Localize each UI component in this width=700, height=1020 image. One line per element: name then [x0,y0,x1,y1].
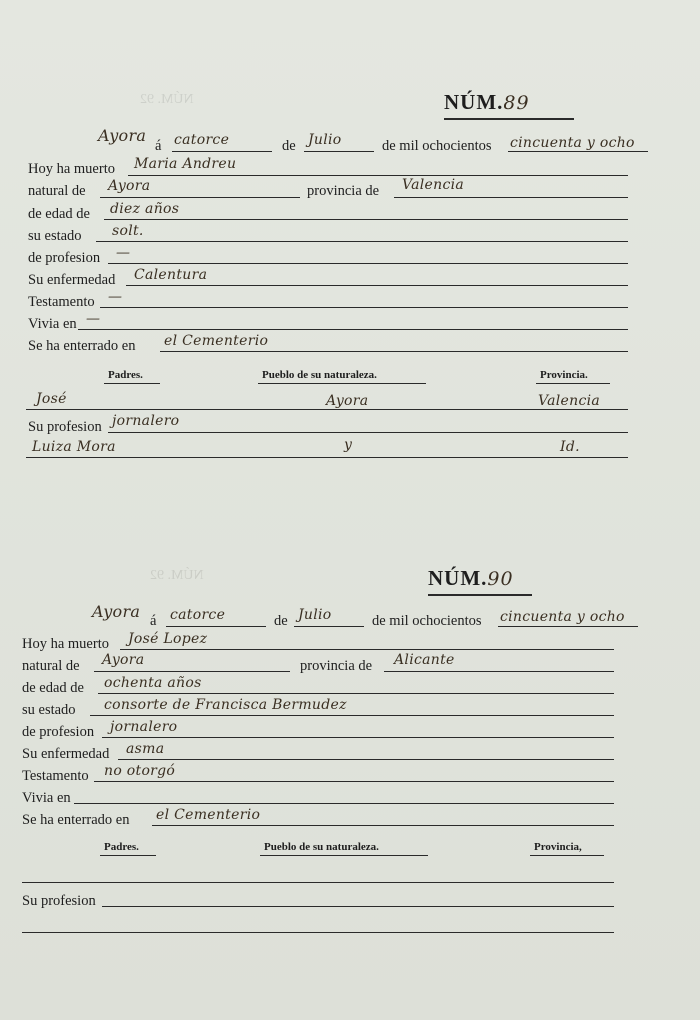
header-underline [104,383,160,384]
su-profession-label: Su profesion [28,419,102,435]
mother-province: Id. [560,439,580,455]
fill-line [126,285,628,286]
fill-line [160,351,628,352]
town-header: Pueblo de su naturaleza. [264,841,379,853]
prep-de: de [282,138,296,154]
fill-line [508,151,648,152]
province-handwritten: Alicante [394,652,455,668]
town-handwritten: Ayora [98,126,147,145]
lived-label: Vivia en [22,790,71,806]
father-province: Valencia [538,393,601,409]
bleed-through-mark: NÚM. 92 [150,568,204,583]
mother-name: Luiza Mora [32,439,116,455]
natural-label: natural de [22,658,80,674]
buried-handwritten: el Cementerio [156,807,261,823]
profession-handwritten: — [116,245,131,261]
estado-label: su estado [28,228,82,244]
record-number: NÚM.90 [428,566,514,590]
profession-label: de profesion [22,724,95,740]
died-label: Hoy ha muerto [28,161,115,177]
natural-label: natural de [28,183,86,199]
illness-handwritten: Calentura [134,267,208,283]
parents-header: Padres. [108,369,143,381]
fill-line [152,825,614,826]
lived-handwritten: — [86,311,101,327]
illness-label: Su enfermedad [22,746,110,762]
number-underline [428,594,532,596]
fill-line [102,737,614,738]
fill-line [22,932,614,933]
fill-line [304,151,374,152]
natural-handwritten: Ayora [102,652,145,668]
su-profession-label: Su profesion [22,893,96,909]
fill-line [394,197,628,198]
province-label: provincia de [300,658,373,674]
illness-handwritten: asma [126,741,165,757]
fill-line [74,803,614,804]
fill-line [104,219,628,220]
fill-line [102,906,614,907]
province-label: provincia de [307,183,380,199]
month-handwritten: Julio [298,607,332,623]
year-handwritten: cincuenta y ocho [500,609,625,625]
fill-line [94,671,290,672]
prep-de: de [274,613,288,629]
buried-label: Se ha enterrado en [28,338,136,354]
illness-label: Su enfermedad [28,272,116,288]
estado-handwritten: solt. [112,223,144,239]
fill-line [98,693,614,694]
age-handwritten: ochenta años [104,675,202,691]
lived-label: Vivia en [28,316,77,332]
day-handwritten: catorce [174,132,230,148]
bleed-through-mark: NÚM. 92 [140,92,194,107]
fill-line [128,175,628,176]
fill-line [172,151,272,152]
fill-line [120,649,614,650]
prep-a: á [150,613,157,629]
header-underline [536,383,610,384]
profession-label: de profesion [28,250,101,266]
town-header: Pueblo de su naturaleza. [262,369,377,381]
mother-town: y [344,437,353,453]
province-header: Provincia. [540,369,588,381]
age-label: de edad de [22,680,84,696]
testament-label: Testamento [22,768,89,784]
province-header: Provincia, [534,841,582,853]
month-handwritten: Julio [308,132,342,148]
estado-handwritten: consorte de Francisca Bermudez [104,697,347,713]
fill-line [90,715,614,716]
father-profession: jornalero [112,413,180,429]
fill-line [22,882,614,883]
fill-line [96,241,628,242]
natural-handwritten: Ayora [108,178,151,194]
town-handwritten: Ayora [92,602,141,621]
fill-line [100,307,628,308]
died-name-handwritten: Maria Andreu [134,156,237,172]
header-underline [260,855,428,856]
age-handwritten: diez años [110,201,180,217]
year-text: de mil ochocientos [382,138,492,154]
fill-line [166,626,266,627]
fill-line [118,759,614,760]
day-handwritten: catorce [170,607,226,623]
fill-line [78,329,628,330]
header-underline [258,383,426,384]
header-underline [100,855,156,856]
father-town: Ayora [326,393,369,409]
estado-label: su estado [22,702,76,718]
prep-a: á [155,138,162,154]
fill-line [294,626,364,627]
fill-line [108,432,628,433]
year-handwritten: cincuenta y ocho [510,135,635,151]
fill-line [94,781,614,782]
testament-handwritten: no otorgó [104,763,176,779]
testament-handwritten: — [108,289,123,305]
fill-line [100,197,300,198]
buried-handwritten: el Cementerio [164,333,269,349]
died-label: Hoy ha muerto [22,636,109,652]
father-name: José [36,391,67,407]
fill-line [108,263,628,264]
parents-header: Padres. [104,841,139,853]
testament-label: Testamento [28,294,95,310]
fill-line [26,457,628,458]
fill-line [498,626,638,627]
profession-handwritten: jornalero [110,719,178,735]
header-underline [530,855,604,856]
age-label: de edad de [28,206,90,222]
buried-label: Se ha enterrado en [22,812,130,828]
number-underline [444,118,574,120]
year-text: de mil ochocientos [372,613,482,629]
fill-line [384,671,614,672]
record-number: NÚM.89 [444,90,530,114]
province-handwritten: Valencia [402,177,465,193]
fill-line [26,409,628,410]
died-name-handwritten: José Lopez [128,631,208,647]
